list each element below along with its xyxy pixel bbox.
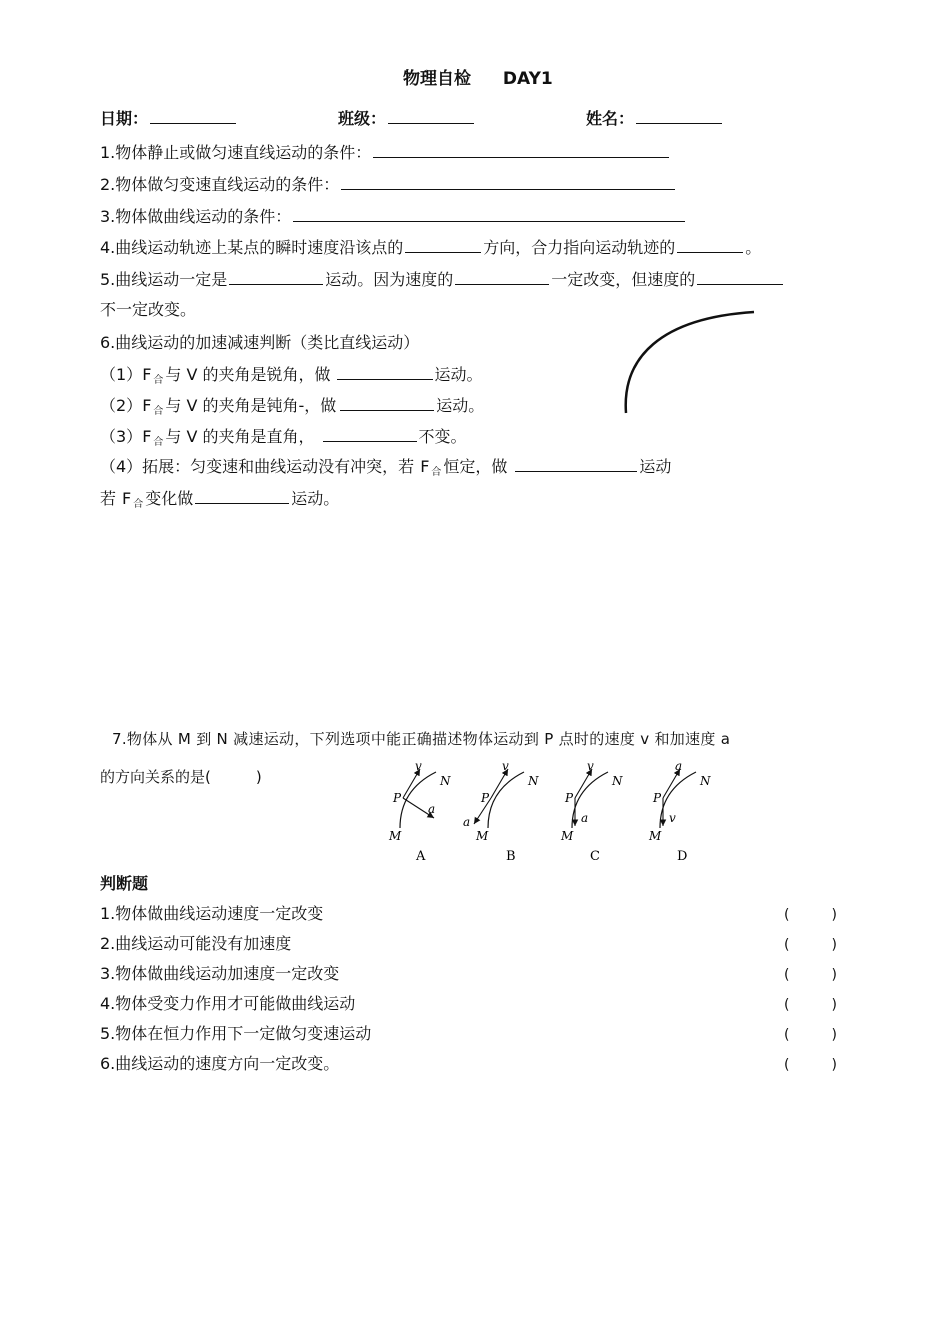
option-d-side-label: v [669, 811, 676, 825]
judge-answer-3[interactable]: ( ) [784, 967, 837, 983]
name-blank[interactable] [636, 106, 722, 124]
force-symbol: F [142, 396, 152, 415]
q5-part-a: 5.曲线运动一定是 [100, 270, 228, 289]
q4-part-c: 。 [745, 238, 762, 257]
q6-item-1 [100, 362, 483, 392]
question-1 [100, 140, 671, 164]
q3-blank[interactable] [293, 204, 685, 222]
q6-item-1-text: 与 V 的夹角是锐角，做 [165, 365, 331, 384]
option-b-label: B [506, 849, 516, 864]
option-d-n: N [700, 774, 711, 788]
q6-item-5-end: 运动。 [291, 489, 340, 508]
date-label: 日期： [100, 109, 149, 128]
q7-options-figure [380, 760, 740, 868]
q6-item-5-blank[interactable] [195, 486, 289, 504]
force-symbol: F [122, 489, 132, 508]
q5-continuation: 不一定改变。 [100, 300, 197, 319]
q4-part-a: 4.曲线运动轨迹上某点的瞬时速度沿该点的 [100, 238, 404, 257]
q3-text: 3.物体做曲线运动的条件： [100, 207, 292, 226]
q6-item-4 [100, 454, 671, 484]
question-4 [100, 235, 761, 259]
force-symbol: F [142, 427, 152, 446]
q6-item-2-text: 与 V 的夹角是钝角-，做 [165, 396, 337, 415]
q6-item-2-prefix: （2） [100, 396, 143, 415]
force-symbol: F [142, 365, 152, 384]
option-a-p: P [393, 791, 402, 805]
q5-blank-3[interactable] [697, 267, 783, 285]
q6-item-1-blank[interactable] [337, 362, 433, 380]
date-field [100, 106, 238, 130]
q4-part-b: 方向，合力指向运动轨迹的 [483, 238, 676, 257]
trajectory-curve [626, 312, 754, 413]
q5-part-c: 一定改变，但速度的 [551, 270, 696, 289]
q5-part-b: 运动。因为速度的 [325, 270, 454, 289]
judge-item-6: 6.曲线运动的速度方向一定改变。 [100, 1054, 340, 1073]
he-subscript: 合 [153, 437, 164, 448]
option-d-m: M [649, 829, 662, 843]
q6-item-5-text: 变化做 [145, 489, 194, 508]
q2-text: 2.物体做匀变速直线运动的条件： [100, 175, 340, 194]
q4-blank-1[interactable] [405, 235, 481, 253]
option-b-n: N [528, 774, 539, 788]
option-b-velocity-arrow [491, 769, 508, 798]
q6-item-4-text: 恒定，做 [443, 457, 508, 476]
q6-item-3-prefix: （3） [100, 427, 143, 446]
q6-item-2-end: 运动。 [436, 396, 485, 415]
class-label: 班级： [338, 109, 387, 128]
q5-blank-1[interactable] [229, 267, 323, 285]
q6-item-3-text: 与 V 的夹角是直角， [165, 427, 315, 446]
option-c-curve [572, 772, 608, 828]
judge-answer-6[interactable]: ( ) [784, 1057, 837, 1073]
judge-heading: 判断题 [100, 874, 149, 893]
force-symbol: F [420, 457, 430, 476]
q6-item-2 [100, 393, 484, 423]
option-c[interactable] [560, 759, 623, 864]
q6-item-3-blank[interactable] [323, 424, 417, 442]
he-subscript: 合 [153, 375, 164, 386]
option-c-n: N [612, 774, 623, 788]
q6-item-5-prefix: 若 [100, 489, 117, 508]
q6-item-1-prefix: （1） [100, 365, 143, 384]
option-a[interactable] [388, 759, 451, 864]
class-blank[interactable] [388, 106, 474, 124]
option-a-n: N [440, 774, 451, 788]
judge-item-3: 3.物体做曲线运动加速度一定改变 [100, 964, 340, 983]
option-a-side-label: a [428, 802, 436, 816]
option-d-accel-arrow [663, 769, 680, 798]
q6-item-3-end: 不变。 [418, 427, 467, 446]
q6-item-5 [100, 486, 339, 516]
option-c-p: P [565, 791, 574, 805]
option-d-label: D [677, 849, 688, 864]
option-a-top-label: v [415, 759, 422, 773]
option-b-p: P [481, 791, 490, 805]
he-subscript: 合 [133, 499, 144, 510]
q1-text: 1.物体静止或做匀速直线运动的条件： [100, 143, 372, 162]
question-5 [100, 267, 785, 291]
judge-answer-2[interactable]: ( ) [784, 937, 837, 953]
option-b-m: M [476, 829, 489, 843]
page-title [403, 68, 553, 90]
q6-item-4-prefix: （4）拓展：匀变速和曲线运动没有冲突，若 [100, 457, 415, 476]
option-c-side-label: a [581, 811, 589, 825]
q6-item-2-blank[interactable] [340, 393, 434, 411]
option-c-top-label: v [587, 759, 594, 773]
option-b-side-label: a [463, 815, 471, 829]
option-c-m: M [561, 829, 574, 843]
q6-item-1-end: 运动。 [434, 365, 483, 384]
option-a-m: M [389, 829, 402, 843]
q5-blank-2[interactable] [455, 267, 549, 285]
judge-item-4: 4.物体受变力作用才可能做曲线运动 [100, 994, 356, 1013]
he-subscript: 合 [153, 406, 164, 417]
q7-line-1: 7.物体从 M 到 N 减速运动，下列选项中能正确描述物体运动到 P 点时的速度 v 和加速度 a [112, 730, 731, 748]
option-d-curve [660, 772, 696, 828]
option-d-p: P [653, 791, 662, 805]
judge-answer-5[interactable]: ( ) [784, 1027, 837, 1043]
q1-blank[interactable] [373, 140, 669, 158]
title-day: DAY1 [502, 69, 553, 89]
name-field [586, 106, 724, 130]
q6-title: 6.曲线运动的加速减速判断（类比直线运动） [100, 333, 420, 352]
option-b-curve [488, 772, 524, 828]
option-c-velocity-arrow [575, 769, 592, 798]
he-subscript: 合 [431, 467, 442, 478]
curve-figure [620, 308, 760, 418]
q6-item-4-end: 运动 [639, 457, 672, 476]
judge-item-1: 1.物体做曲线运动速度一定改变 [100, 904, 324, 923]
judge-item-2: 2.曲线运动可能没有加速度 [100, 934, 292, 953]
option-a-label: A [416, 849, 426, 864]
judge-answer-4[interactable]: ( ) [784, 997, 837, 1013]
q7-line-2: 的方向关系的是( ) [100, 768, 262, 786]
class-field [338, 106, 476, 130]
option-d[interactable] [648, 759, 711, 864]
date-blank[interactable] [150, 106, 236, 124]
option-b[interactable] [463, 759, 539, 864]
title-text: 物理自检 [403, 69, 471, 89]
option-d-top-label: a [675, 759, 683, 773]
option-b-top-label: v [502, 759, 509, 773]
judge-item-5: 5.物体在恒力作用下一定做匀变速运动 [100, 1024, 372, 1043]
q6-item-4-blank[interactable] [515, 454, 637, 472]
option-a-velocity-arrow [403, 769, 420, 798]
q2-blank[interactable] [341, 172, 675, 190]
name-label: 姓名： [586, 109, 635, 128]
q4-blank-2[interactable] [677, 235, 743, 253]
question-2 [100, 172, 677, 196]
q6-item-3 [100, 424, 467, 454]
judge-answer-1[interactable]: ( ) [784, 907, 837, 923]
question-3 [100, 204, 687, 228]
option-c-label: C [590, 849, 600, 864]
